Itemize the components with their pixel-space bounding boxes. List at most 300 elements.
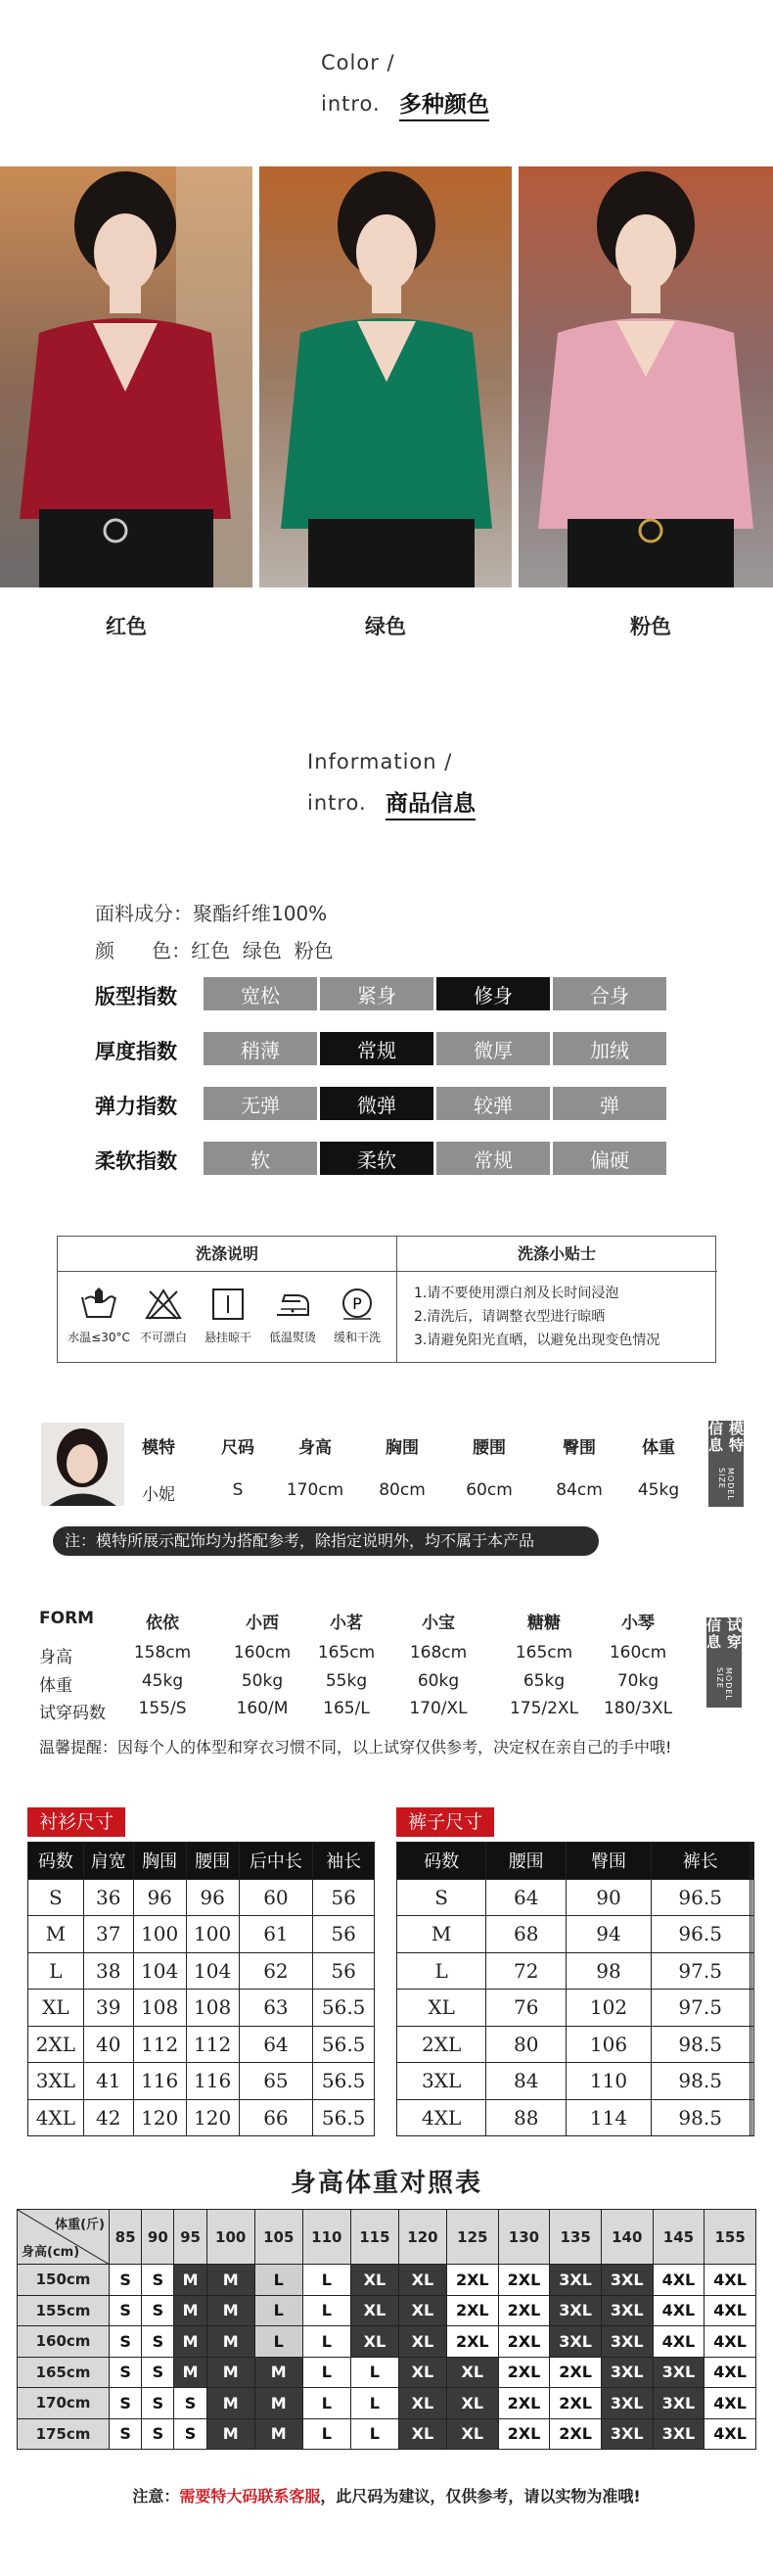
model-value-cell: 45kg (637, 1480, 680, 1500)
hw-size-cell: M (254, 2418, 302, 2450)
size-table-row (28, 1990, 375, 2027)
size-table-cell: 116 (133, 2063, 186, 2100)
fabric-composition: 面料成分：聚酯纤维100% (95, 902, 328, 925)
model-accessory-note: 注：模特所展示配饰均为搭配参考，除指定说明外，均不属于本产品 (53, 1526, 599, 1556)
try-on-tip: 温馨提醒：因每个人的体型和穿衣习惯不同，以上试穿仅供参考，决定权在亲自己的手中哦! (39, 1738, 672, 1756)
hw-size-cell: M (254, 2388, 302, 2419)
try-on-cell: 170/XL (409, 1699, 468, 1718)
size-table-cell: 116 (186, 2063, 239, 2100)
try-on-cell: 60kg (417, 1671, 460, 1691)
hw-size-cell: S (110, 2388, 142, 2419)
hw-size-cell: XL (350, 2326, 398, 2358)
size-table-cell: M (28, 1916, 84, 1953)
try-on-header-cell: 小宝 (422, 1614, 455, 1633)
model-portrait (41, 1423, 124, 1506)
size-table-header-cell: 胸围 (133, 1843, 186, 1880)
hw-height-cell: 165cm (18, 2357, 110, 2388)
footer-note-suffix: ，此尺码为建议，仅供参考，请以实物为准哦! (320, 2487, 641, 2506)
size-table-row (28, 1879, 375, 1916)
hw-size-cell: 3XL (601, 2326, 653, 2358)
size-table-cell: 96.5 (651, 1879, 750, 1916)
hw-size-cell: S (174, 2388, 206, 2419)
hw-size-cell: 3XL (601, 2418, 653, 2450)
info-section-en-subtitle: intro. (307, 791, 367, 815)
hw-weight-header: 95 (174, 2210, 206, 2265)
wash-instructions-box (57, 1236, 716, 1363)
index-options-row (204, 1142, 666, 1175)
hw-size-cell: 3XL (653, 2418, 705, 2450)
size-table-row (28, 2099, 375, 2136)
try-on-cell: 155/S (138, 1699, 187, 1718)
hw-size-cell: S (142, 2265, 174, 2296)
try-on-cell: 158cm (133, 1643, 192, 1663)
hw-size-cell: 2XL (446, 2326, 498, 2358)
size-table-row (397, 2099, 754, 2136)
index-option: 紧身 (320, 977, 433, 1010)
wash-tip: 3.请避免阳光直晒，以避免出现变色情况 (414, 1333, 660, 1348)
hw-weight-header: 155 (705, 2210, 756, 2265)
hw-size-cell: L (302, 2357, 350, 2388)
size-table-cell: 84 (486, 2063, 567, 2100)
size-table-cell: M (397, 1916, 486, 1953)
size-table-cell (751, 1879, 753, 1916)
size-table-cell: 60 (239, 1879, 313, 1916)
index-option: 微厚 (436, 1032, 550, 1065)
hw-size-cell: 3XL (550, 2295, 602, 2326)
hw-size-cell: XL (398, 2265, 446, 2296)
index-label: 弹力指数 (95, 1095, 177, 1118)
no-bleach-label: 不可漂白 (139, 1331, 187, 1344)
size-table-cell: XL (397, 1990, 486, 2027)
size-table-cell: 120 (133, 2099, 186, 2136)
size-table-row (397, 1916, 754, 1953)
index-label: 厚度指数 (95, 1040, 177, 1063)
index-label: 版型指数 (95, 985, 177, 1008)
footer-note-prefix: 注意： (132, 2487, 180, 2506)
index-options-row (204, 1087, 666, 1120)
size-table-cell: 62 (239, 1952, 313, 1990)
size-table-row (397, 2026, 754, 2063)
color-label-green: 绿色 (365, 615, 406, 638)
try-on-cell: 165cm (317, 1643, 376, 1663)
index-label: 柔软指数 (95, 1149, 177, 1173)
model-header-cell: 腰围 (473, 1438, 506, 1458)
size-table-header-cell: 裤长 (651, 1843, 750, 1880)
hw-weight-header: 110 (302, 2210, 350, 2265)
size-table-cell: 3XL (397, 2063, 486, 2100)
index-option: 柔软 (320, 1142, 433, 1175)
hw-row (18, 2326, 756, 2358)
low-iron-label: 低温熨烫 (268, 1331, 316, 1344)
hw-size-cell: 4XL (705, 2418, 756, 2450)
size-table-cell: 56.5 (313, 1990, 375, 2027)
hw-size-cell: 3XL (601, 2295, 653, 2326)
size-table-row (28, 2063, 375, 2100)
size-table-cell: L (397, 1952, 486, 1990)
hw-size-cell: XL (350, 2295, 398, 2326)
size-table-cell (751, 2099, 753, 2136)
size-table-cell (751, 1916, 753, 1953)
size-table-cell: S (28, 1879, 84, 1916)
size-table-cell: 4XL (397, 2099, 486, 2136)
size-table-cell: 3XL (28, 2063, 84, 2100)
hw-size-cell: S (110, 2265, 142, 2296)
try-on-info-tag (706, 1617, 742, 1708)
hw-size-cell: S (142, 2388, 174, 2419)
index-options-row (204, 1032, 666, 1065)
wash-tip: 1.请不要使用漂白剂及长时间浸泡 (414, 1286, 619, 1301)
hw-size-cell: M (174, 2295, 206, 2326)
height-weight-chart-title: 身高体重对照表 (290, 2169, 482, 2198)
size-table-cell: 98.5 (651, 2063, 750, 2100)
hw-weight-header: 85 (110, 2210, 142, 2265)
index-option: 宽松 (204, 977, 317, 1010)
hw-size-cell: L (302, 2295, 350, 2326)
hw-size-cell: M (206, 2265, 254, 2296)
wash-instructions-title: 洗涤说明 (58, 1237, 396, 1272)
size-table-cell: 96 (186, 1879, 239, 1916)
available-colors: 颜 色：红色 绿色 粉色 (95, 939, 334, 962)
hw-size-cell: M (174, 2357, 206, 2388)
color-label-red: 红色 (106, 615, 147, 638)
size-table-cell: 88 (486, 2099, 567, 2136)
try-on-cell: 45kg (141, 1671, 184, 1691)
size-table-cell: 63 (239, 1990, 313, 2027)
hw-size-cell: 3XL (601, 2388, 653, 2419)
hw-row (18, 2418, 756, 2450)
hw-size-cell: 2XL (550, 2418, 602, 2450)
size-table-cell: 4XL (28, 2099, 84, 2136)
size-table-cell: 106 (567, 2026, 652, 2063)
size-table-cell: 40 (83, 2026, 133, 2063)
model-value-cell: 小妮 (142, 1485, 175, 1505)
size-table-header-cell: 腰围 (486, 1843, 567, 1880)
try-on-cell: 65kg (523, 1671, 566, 1691)
hw-size-cell: M (206, 2295, 254, 2326)
model-header-cell: 体重 (642, 1438, 675, 1458)
hw-size-cell: M (174, 2265, 206, 2296)
hw-size-cell: S (110, 2326, 142, 2358)
model-value-cell: 80cm (379, 1480, 426, 1500)
size-table-row (397, 1952, 754, 1990)
pants-size-table (396, 1842, 754, 2136)
size-table-header-row (397, 1843, 754, 1880)
hw-size-cell: S (142, 2357, 174, 2388)
index-options-row (204, 977, 666, 1010)
size-table-cell: 97.5 (651, 1952, 750, 1990)
size-table-header-cell: 码数 (397, 1843, 486, 1880)
size-table-cell: 100 (186, 1916, 239, 1953)
hw-size-cell: L (254, 2295, 302, 2326)
index-option: 稍薄 (204, 1032, 317, 1065)
hw-size-cell: S (142, 2418, 174, 2450)
size-table-cell: 56 (313, 1916, 375, 1953)
hw-height-cell: 155cm (18, 2295, 110, 2326)
hw-size-cell: L (302, 2388, 350, 2419)
size-table-cell: 108 (186, 1990, 239, 2027)
model-info-tag-cn: 模特信息 (706, 1421, 745, 1454)
pink-blouse-photo (519, 166, 773, 587)
height-weight-table (17, 2209, 756, 2450)
model-header-cell: 模特 (142, 1438, 175, 1458)
try-on-cell: 50kg (241, 1671, 284, 1691)
info-section-en-title: Information / (307, 750, 453, 773)
wash-tips-title: 洗涤小贴士 (396, 1237, 717, 1272)
hw-size-cell: S (110, 2357, 142, 2388)
size-table-cell: 98.5 (651, 2099, 750, 2136)
hw-size-cell: L (302, 2265, 350, 2296)
hw-size-cell: 3XL (601, 2357, 653, 2388)
try-on-tag-en: MODEL SIZE (715, 1666, 733, 1701)
hw-size-cell: S (174, 2418, 206, 2450)
size-table-row (28, 1952, 375, 1990)
size-table-cell: 56 (313, 1952, 375, 1990)
svg-text:P: P (352, 1294, 362, 1313)
size-table-cell: 96 (133, 1879, 186, 1916)
hang-dry-icon (197, 1288, 259, 1345)
try-on-cell: 180/3XL (603, 1699, 673, 1718)
hw-height-cell: 175cm (18, 2418, 110, 2450)
hw-size-cell: 4XL (705, 2326, 756, 2358)
try-on-header-cell: FORM (39, 1609, 95, 1628)
try-on-cell: 160cm (609, 1643, 667, 1663)
footer-note-highlight[interactable]: 需要特大码联系客服 (179, 2487, 321, 2506)
index-option: 常规 (320, 1032, 433, 1065)
try-on-header-cell: 糖糖 (527, 1614, 561, 1633)
model-info-tag-en: MODEL SIZE (717, 1468, 735, 1502)
hw-weight-header: 125 (446, 2210, 498, 2265)
size-table-cell: 38 (83, 1952, 133, 1990)
size-table-cell: 104 (133, 1952, 186, 1990)
size-table-header-cell: 腰围 (186, 1843, 239, 1880)
model-value-cell: 170cm (286, 1480, 344, 1500)
hw-size-cell: 3XL (653, 2357, 705, 2388)
hang-dry-label: 悬挂晾干 (204, 1331, 251, 1344)
size-table-cell: 108 (133, 1990, 186, 2027)
size-table-cell: 64 (239, 2026, 313, 2063)
size-table-row (397, 2063, 754, 2100)
hand-wash-icon (68, 1288, 130, 1345)
hw-size-cell: 4XL (705, 2357, 756, 2388)
hw-header-row (18, 2210, 756, 2265)
model-info-tag (708, 1421, 744, 1507)
index-option: 微弹 (320, 1087, 433, 1120)
hw-row (18, 2357, 756, 2388)
try-on-cell: 168cm (409, 1643, 468, 1663)
size-table-cell: 104 (186, 1952, 239, 1990)
size-table-cell: S (397, 1879, 486, 1916)
hw-row (18, 2295, 756, 2326)
hw-size-cell: M (254, 2357, 302, 2388)
footer-note (0, 2484, 773, 2506)
hw-row (18, 2265, 756, 2296)
size-table-header-cell (751, 1843, 753, 1880)
size-table-cell (751, 2063, 753, 2100)
size-table-cell: 76 (486, 1990, 567, 2027)
dry-clean-icon (326, 1288, 388, 1345)
hw-weight-header: 140 (601, 2210, 653, 2265)
hw-height-cell: 170cm (18, 2388, 110, 2419)
hw-size-cell: S (110, 2418, 142, 2450)
index-option: 加绒 (553, 1032, 666, 1065)
try-on-header-cell: 依依 (146, 1614, 179, 1633)
size-table-cell: 56.5 (313, 2063, 375, 2100)
hw-size-cell: XL (398, 2295, 446, 2326)
try-on-cell: 70kg (616, 1671, 659, 1691)
size-table-cell: 2XL (28, 2026, 84, 2063)
try-on-cell: 体重 (39, 1676, 72, 1696)
size-table-cell: 100 (133, 1916, 186, 1953)
hw-size-cell: S (142, 2326, 174, 2358)
try-on-cell: 160cm (233, 1643, 292, 1663)
size-table-header-cell: 后中长 (239, 1843, 313, 1880)
size-table-cell: 65 (239, 2063, 313, 2100)
hw-height-cell: 160cm (18, 2326, 110, 2358)
index-option: 常规 (436, 1142, 550, 1175)
color-section-en-subtitle: intro. (321, 92, 381, 116)
index-option: 合身 (553, 977, 666, 1010)
size-table-cell: 98 (567, 1952, 652, 1990)
hw-size-cell: L (350, 2357, 398, 2388)
model-value-cell: 60cm (466, 1480, 513, 1500)
index-option: 修身 (436, 977, 550, 1010)
model-header-cell: 尺码 (221, 1438, 254, 1458)
size-table-cell: 112 (133, 2026, 186, 2063)
hw-size-cell: 2XL (550, 2388, 602, 2419)
index-option: 较弹 (436, 1087, 550, 1120)
size-table-cell: 42 (83, 2099, 133, 2136)
size-table-cell: 56.5 (313, 2026, 375, 2063)
size-table-row (28, 1916, 375, 1953)
try-on-cell: 身高 (39, 1648, 72, 1667)
hw-weight-header: 100 (206, 2210, 254, 2265)
hw-size-cell: L (302, 2418, 350, 2450)
size-table-cell: 97.5 (651, 1990, 750, 2027)
size-table-cell: 94 (567, 1916, 652, 1953)
hw-size-cell: M (206, 2418, 254, 2450)
hw-size-cell: 2XL (550, 2357, 602, 2388)
hw-size-cell: M (206, 2357, 254, 2388)
hw-size-cell: 2XL (446, 2295, 498, 2326)
size-table-cell: 61 (239, 1916, 313, 1953)
size-table-cell: 110 (567, 2063, 652, 2100)
size-table-cell: 2XL (397, 2026, 486, 2063)
hw-size-cell: 2XL (498, 2295, 550, 2326)
size-table-cell: 112 (186, 2026, 239, 2063)
hw-size-cell: S (142, 2295, 174, 2326)
hw-size-cell: L (302, 2326, 350, 2358)
try-on-cell: 175/2XL (509, 1699, 579, 1718)
color-section-title: 多种颜色 (399, 86, 489, 121)
dry-clean-label: 缓和干洗 (333, 1331, 381, 1344)
hw-size-cell: 3XL (601, 2265, 653, 2296)
hw-weight-axis-label: 体重(斤) (55, 2218, 105, 2232)
wash-tips-list (414, 1282, 659, 1352)
hw-size-cell: 2XL (498, 2326, 550, 2358)
info-section-title: 商品信息 (386, 785, 476, 820)
size-table-row (397, 1879, 754, 1916)
index-option: 弹 (553, 1087, 666, 1120)
hw-size-cell: 4XL (653, 2295, 705, 2326)
hw-size-cell: XL (350, 2265, 398, 2296)
hw-weight-header: 135 (550, 2210, 602, 2265)
hw-size-cell: 2XL (446, 2265, 498, 2296)
size-table-cell: 120 (186, 2099, 239, 2136)
no-bleach-icon (132, 1288, 195, 1345)
hw-size-cell: L (254, 2326, 302, 2358)
red-blouse-photo (0, 166, 252, 587)
color-section-en-title: Color / (321, 51, 395, 74)
size-table-cell: 36 (83, 1879, 133, 1916)
hw-size-cell: L (254, 2265, 302, 2296)
green-blouse-photo (259, 166, 512, 587)
hw-size-cell: XL (398, 2357, 446, 2388)
hw-size-cell: M (174, 2326, 206, 2358)
hw-size-cell: XL (398, 2388, 446, 2419)
hw-size-cell: XL (398, 2326, 446, 2358)
size-table-cell: 39 (83, 1990, 133, 2027)
size-table-cell: 90 (567, 1879, 652, 1916)
size-table-cell: 80 (486, 2026, 567, 2063)
shirt-size-title: 衬衫尺寸 (27, 1807, 125, 1837)
hw-size-cell: 4XL (705, 2388, 756, 2419)
hw-weight-header: 120 (398, 2210, 446, 2265)
index-option: 偏硬 (553, 1142, 666, 1175)
size-table-cell (751, 1990, 753, 2027)
hw-size-cell: M (206, 2326, 254, 2358)
size-table-cell: 96.5 (651, 1916, 750, 1953)
hw-size-cell: L (350, 2418, 398, 2450)
size-table-header-cell: 袖长 (313, 1843, 375, 1880)
size-table-cell: 37 (83, 1916, 133, 1953)
hw-weight-header: 90 (142, 2210, 174, 2265)
size-table-cell: 102 (567, 1990, 652, 2027)
size-table-header-cell: 码数 (28, 1843, 84, 1880)
size-table-cell: 114 (567, 2099, 652, 2136)
hw-size-cell: XL (398, 2418, 446, 2450)
hw-size-cell: 3XL (550, 2326, 602, 2358)
hw-size-cell: XL (446, 2388, 498, 2419)
try-on-cell: 55kg (325, 1671, 368, 1691)
size-table-header-cell: 肩宽 (83, 1843, 133, 1880)
try-on-cell: 试穿码数 (39, 1704, 106, 1723)
size-table-cell: 56.5 (313, 2099, 375, 2136)
shirt-size-table (27, 1842, 375, 2136)
size-table-cell: 56 (313, 1879, 375, 1916)
hw-height-cell: 150cm (18, 2265, 110, 2296)
hw-weight-header: 115 (350, 2210, 398, 2265)
size-table-cell: 68 (486, 1916, 567, 1953)
hw-size-cell: 3XL (550, 2265, 602, 2296)
model-header-cell: 胸围 (386, 1438, 419, 1458)
color-label-pink: 粉色 (630, 615, 671, 638)
size-table-cell: L (28, 1952, 84, 1990)
model-value-cell: S (232, 1480, 244, 1500)
size-table-cell: XL (28, 1990, 84, 2027)
index-option: 无弹 (204, 1087, 317, 1120)
hw-size-cell: 2XL (498, 2265, 550, 2296)
hw-size-cell: 4XL (705, 2265, 756, 2296)
size-table-cell: 64 (486, 1879, 567, 1916)
hw-size-cell: 3XL (653, 2388, 705, 2419)
size-table-cell: 98.5 (651, 2026, 750, 2063)
try-on-cell: 160/M (236, 1699, 289, 1718)
hw-weight-header: 130 (498, 2210, 550, 2265)
model-header-cell: 身高 (298, 1438, 332, 1458)
hw-size-cell: 4XL (653, 2326, 705, 2358)
hw-height-axis-label: 身高(cm) (22, 2245, 80, 2260)
try-on-header-cell: 小西 (246, 1614, 279, 1633)
